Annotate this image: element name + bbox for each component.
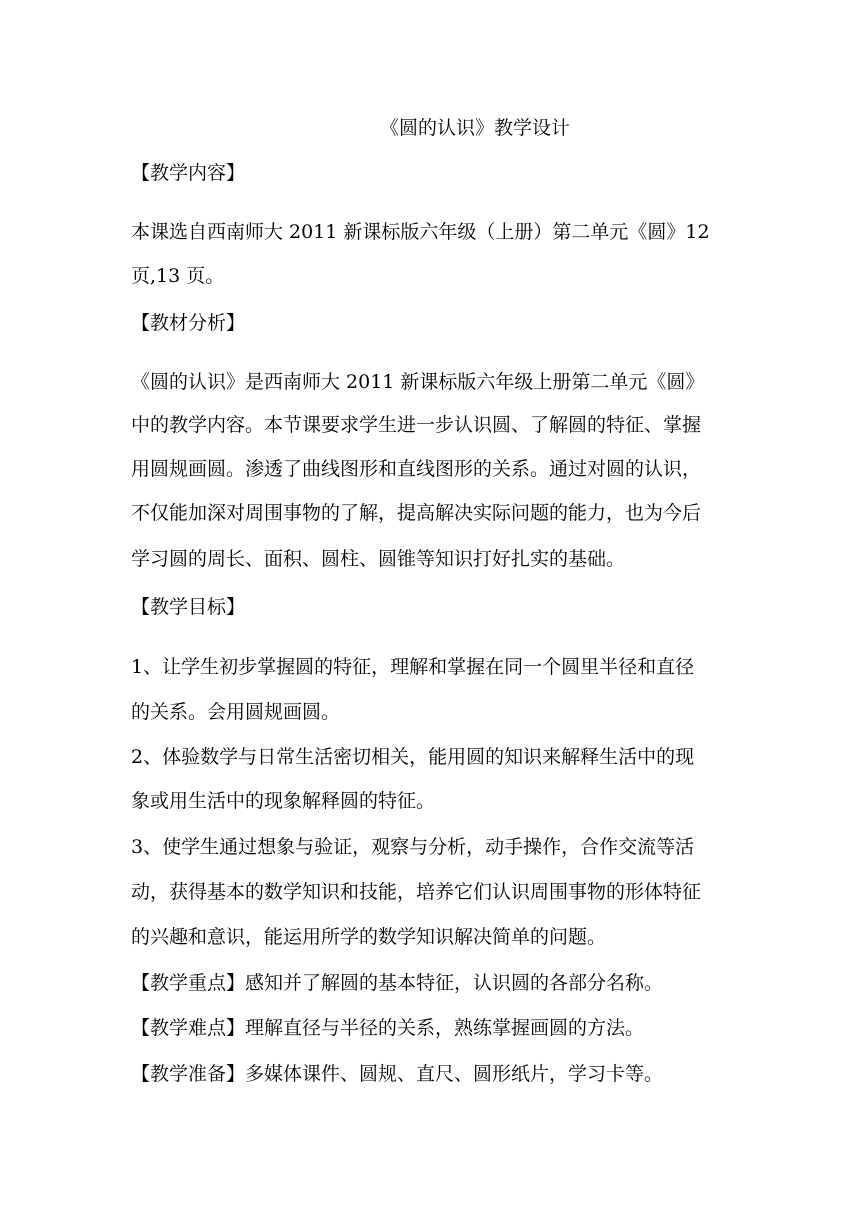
section-heading-goals: 【教学目标】 — [131, 596, 246, 618]
goals-line-2: 的关系。会用圆规画圆。 — [131, 701, 341, 723]
analysis-line-2: 中的教学内容。本节课要求学生进一步认识圆、了解圆的特征、掌握 — [131, 414, 702, 436]
difficulties-line: 【教学难点】理解直径与半径的关系，熟练掌握画圆的方法。 — [131, 1017, 645, 1039]
preparation-line: 【教学准备】多媒体课件、圆规、直尺、圆形纸片，学习卡等。 — [131, 1063, 664, 1085]
goals-line-7: 的兴趣和意识，能运用所学的数学知识解决简单的问题。 — [131, 926, 607, 948]
document-title: 《圆的认识》教学设计 — [380, 117, 571, 139]
goals-line-4: 象或用生活中的现象解释圆的特征。 — [131, 790, 436, 812]
section-heading-content: 【教学内容】 — [131, 162, 246, 184]
goals-line-5: 3、使学生通过想象与验证，观察与分析，动手操作，合作交流等活 — [131, 836, 695, 858]
analysis-line-5: 学习圆的周长、面积、圆柱、圆锥等知识打好扎实的基础。 — [131, 548, 626, 570]
content-line-1: 本课选自西南师大 2011 新课标版六年级（上册）第二单元《圆》12 — [131, 221, 710, 243]
analysis-line-3: 用圆规画圆。渗透了曲线图形和直线图形的关系。通过对圆的认识， — [131, 458, 702, 480]
goals-line-6: 动，获得基本的数学知识和技能，培养它们认识周围事物的形体特征 — [131, 881, 702, 903]
goals-line-3: 2、体验数学与日常生活密切相关，能用圆的知识来解释生活中的现 — [131, 746, 695, 768]
goals-line-1: 1、让学生初步掌握圆的特征，理解和掌握在同一个圆里半径和直径 — [131, 656, 695, 678]
section-heading-analysis: 【教材分析】 — [131, 312, 246, 334]
key-points-line: 【教学重点】感知并了解圆的基本特征，认识圆的各部分名称。 — [131, 972, 664, 994]
analysis-line-1: 《圆的认识》是西南师大 2011 新课标版六年级上册第二单元《圆》 — [131, 371, 705, 393]
content-line-2: 页,13 页。 — [131, 265, 225, 287]
analysis-line-4: 不仅能加深对周围事物的了解，提高解决实际问题的能力，也为今后 — [131, 502, 702, 524]
